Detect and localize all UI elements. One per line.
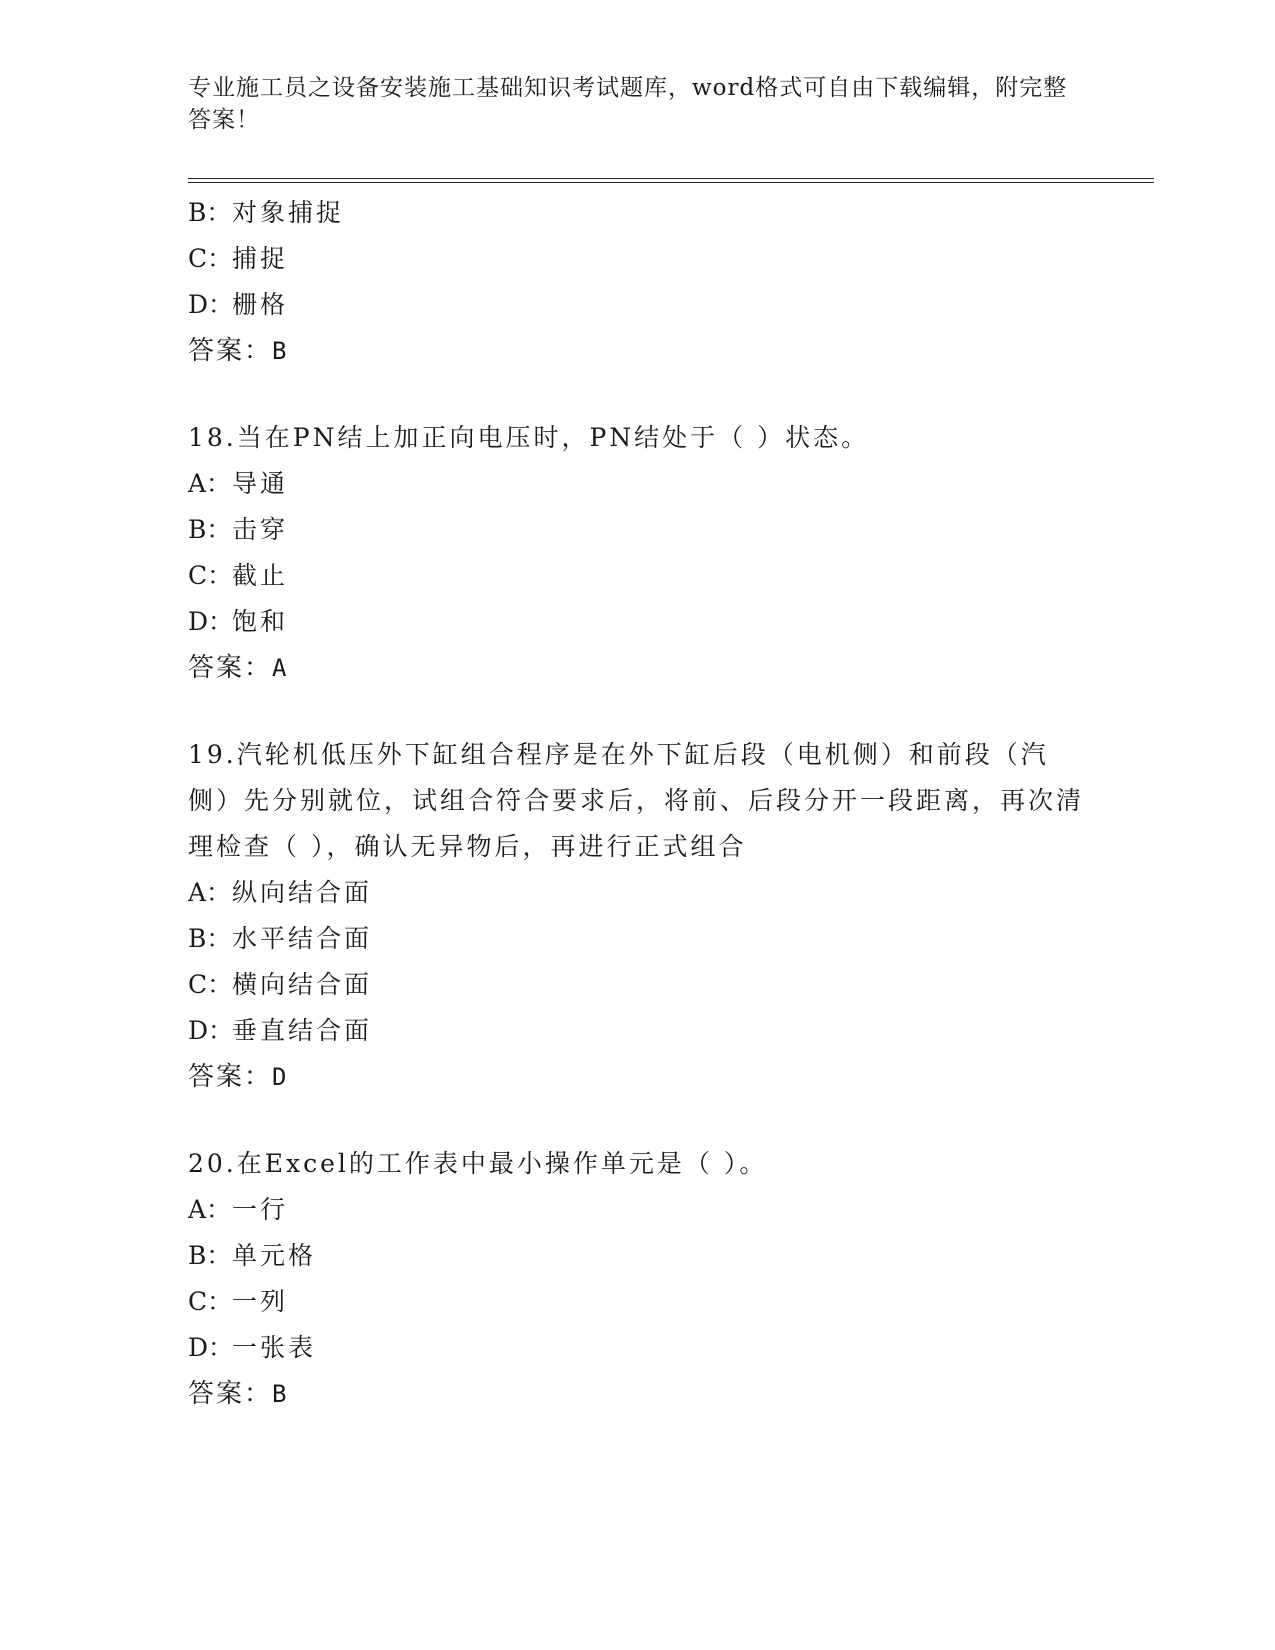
question-18: [188, 415, 1088, 691]
option-c: C：截止: [188, 561, 289, 590]
question-stem: 20.在Excel的工作表中最小操作单元是（ ）。: [188, 1149, 768, 1178]
answer-line: 答案：D: [188, 1062, 287, 1092]
document-header: 专业施工员之设备安装施工基础知识考试题库，word格式可自由下载编辑，附完整答案！: [188, 75, 1068, 133]
option-a: A：纵向结合面: [188, 878, 373, 907]
option-d: D：一张表: [188, 1333, 317, 1362]
option-c: C：一列: [188, 1287, 289, 1316]
option-c: C：捕捉: [188, 244, 289, 273]
option-d: D：垂直结合面: [188, 1016, 373, 1045]
option-d: D：饱和: [188, 607, 289, 636]
question-17-continued: [188, 190, 1088, 374]
option-c: C：横向结合面: [188, 970, 373, 999]
option-d: D：栅格: [188, 290, 289, 319]
option-b: B：水平结合面: [188, 924, 373, 953]
option-b: B：击穿: [188, 515, 289, 544]
option-a: A：导通: [188, 469, 289, 498]
answer-line: 答案：B: [188, 1379, 287, 1409]
question-stem: 19.汽轮机低压外下缸组合程序是在外下缸后段（电机侧）和前段（汽侧）先分别就位，试组合符合要求后，将前、后段分开一段距离，再次清理检查（ ），确认无异物后，再进行正式组合: [188, 740, 1085, 861]
option-a: A：一行: [188, 1195, 289, 1224]
answer-line: 答案：A: [188, 653, 287, 683]
answer-line: 答案：B: [188, 336, 287, 366]
question-19: [188, 732, 1088, 1100]
option-b: B：单元格: [188, 1241, 317, 1270]
question-stem: 18.当在PN结上加正向电压时，PN结处于（ ）状态。: [188, 423, 870, 452]
header-rule-bottom: [188, 182, 1154, 183]
question-20: [188, 1141, 1088, 1417]
question-list: [188, 190, 1088, 1417]
header-rule-top: [188, 178, 1154, 179]
option-b: B：对象捕捉: [188, 198, 345, 227]
